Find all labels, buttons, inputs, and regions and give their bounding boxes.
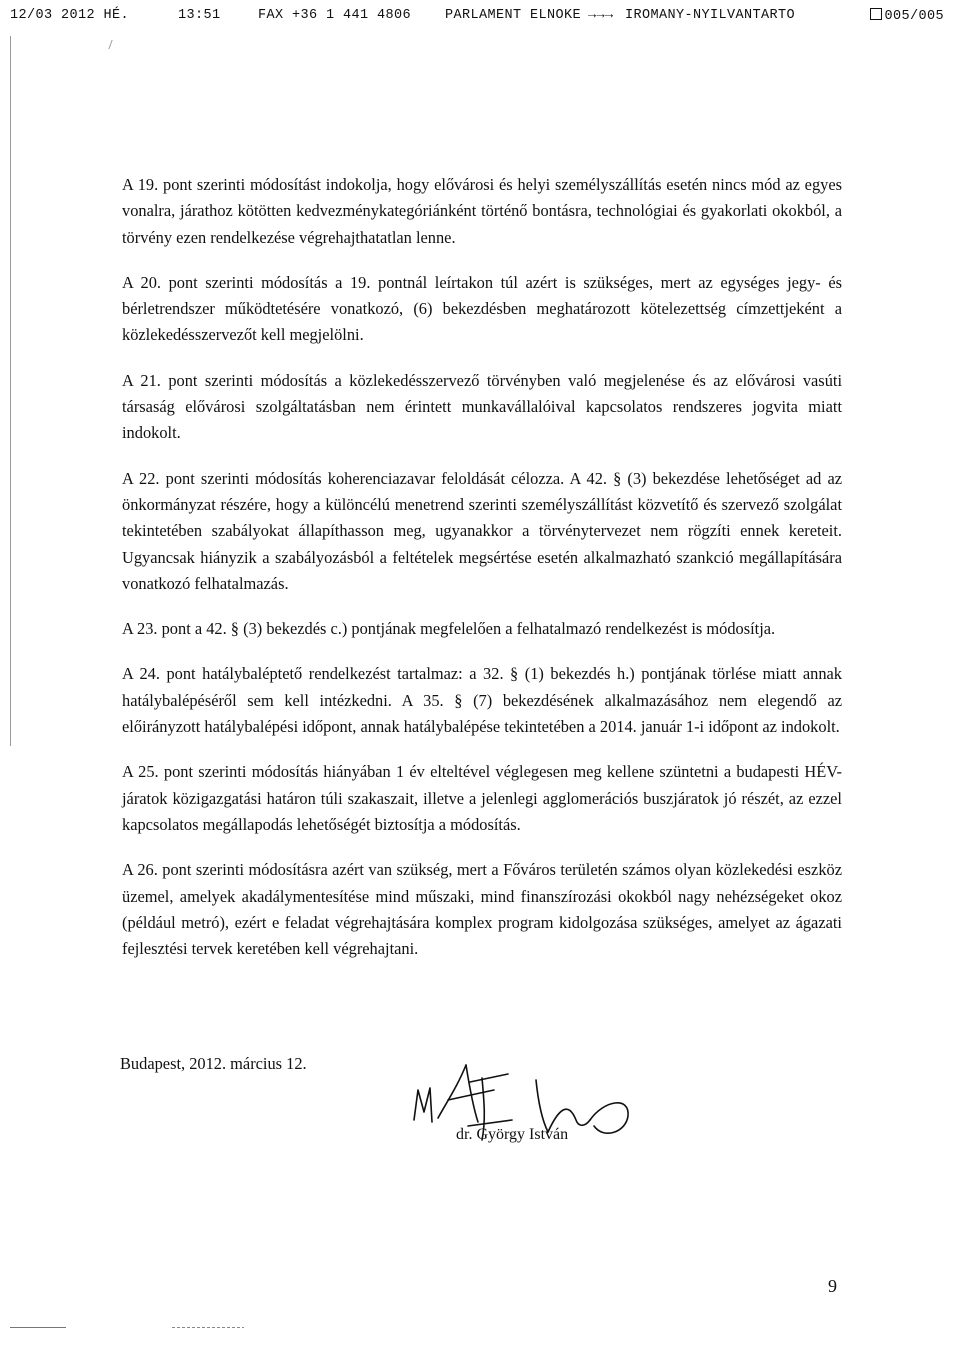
fax-header xyxy=(10,8,950,30)
fax-checkbox-icon xyxy=(870,8,882,20)
footer-rule-left xyxy=(10,1327,66,1328)
paragraph-24: A 24. pont hatálybaléptető rendelkezést tartalmaz: a 32. § (1) bekezdés h.) pontjának törlése miatt annak hatálybalépéséről sem kell intézkedni. A 35. § (7) bekezdésének alkalmazásához nem elegendő az előirányzott hatálybalépési időpont, annak hatálybalépése tekintetében a 2014. január 1-i időpont az indokolt. xyxy=(122,664,842,737)
fax-number: FAX +36 1 441 4806 xyxy=(258,8,412,23)
scan-stray-mark xyxy=(108,40,117,49)
paragraph-22: A 22. pont szerinti módosítás koherenciazavar feloldását célozza. A 42. § (3) bekezdése lehetőséget ad az önkormányzat részére, hogy a különcélú menetrend szerinti személyszállítást közvetítő és szervező szolgálat tekintetében szabályokat állapíthasson meg, ugyanakkor a törvénytervezet nem rögzíti ennek kereteit. Ugyancsak hiányzik a szabályozásból a feltételek megsértése esetén alkalmazható szankció megállapítására vonatkozó felhatalmazás. xyxy=(122,468,842,593)
footer-rule-dotted xyxy=(172,1327,244,1328)
scan-margin-line xyxy=(10,36,11,746)
paragraph-23: A 23. pont a 42. § (3) bekezdés c.) pontjának megfelelően a felhatalmazó rendelkezést is módosítja. xyxy=(122,619,776,639)
paragraph-26: A 26. pont szerinti módosításra azért van szükség, mert a Főváros területén számos olyan közlekedési eszköz üzemel, amelyek akadálymentesítése mind műszaki, mind finanszírozási okokból nagy nehézségeket okoz (például metró), ezért e feladat végrehajtására komplex program kidolgozása szükséges, amelyet az ágazati fejlesztési tervek keretében kell végrehajtani. xyxy=(122,860,842,959)
paragraph-21: A 21. pont szerinti módosítás a közlekedésszervező törvényben való megjelenése és az elővárosi vasúti társaság elővárosi szolgáltatásban nem érintett munkavállalóival kapcsolatos rendszeres jogvita miatt indokolt. xyxy=(122,370,842,443)
fax-arrow: →→→ xyxy=(588,8,614,23)
fax-page-counter xyxy=(870,8,944,24)
paragraph-25: A 25. pont szerinti módosítás hiányában 1 év elteltével véglegesen meg kellene szüntetni a budapesti HÉV-járatok közigazgatási határon túli szakaszait, illetve a jelenlegi agglomerációs buszjáratok jó részét, az ezzel kapcsolatos megállapodás lehetőségét biztosítja a módosítás. xyxy=(122,762,842,834)
place-date: Budapest, 2012. március 12. xyxy=(120,1054,307,1073)
fax-date: 12/03 2012 HÉ. xyxy=(10,8,130,23)
signer-name: dr. György István xyxy=(456,1126,569,1143)
page-number: 9 xyxy=(828,1276,837,1296)
document-body xyxy=(122,172,842,981)
fax-page-counter-text: 005/005 xyxy=(884,9,944,24)
fax-time: 13:51 xyxy=(178,8,221,23)
fax-sender: PARLAMENT ELNOKE xyxy=(445,8,582,23)
paragraph-19: A 19. pont szerinti módosítást indokolja, hogy elővárosi és helyi személyszállítás esetén nincs mód az egyes vonalra, járathoz kötötten kedvezménykategóriánként történő bontásra, technológiai és gyakorlati okokból, a törvény ezen rendelkezése végrehajthatatlan lenne. xyxy=(122,175,842,247)
paragraph-20: A 20. pont szerinti módosítás a 19. pontnál leírtakon túl azért is szükséges, mert az egységes jegy- és bérletrendszer működtetésére vonatkozó, (6) bekezdésben meghatározott kötelezettség címzettjeként a közlekedésszervezőt kell megjelölni. xyxy=(122,272,842,345)
fax-recipient: IROMANY-NYILVANTARTO xyxy=(625,8,796,23)
